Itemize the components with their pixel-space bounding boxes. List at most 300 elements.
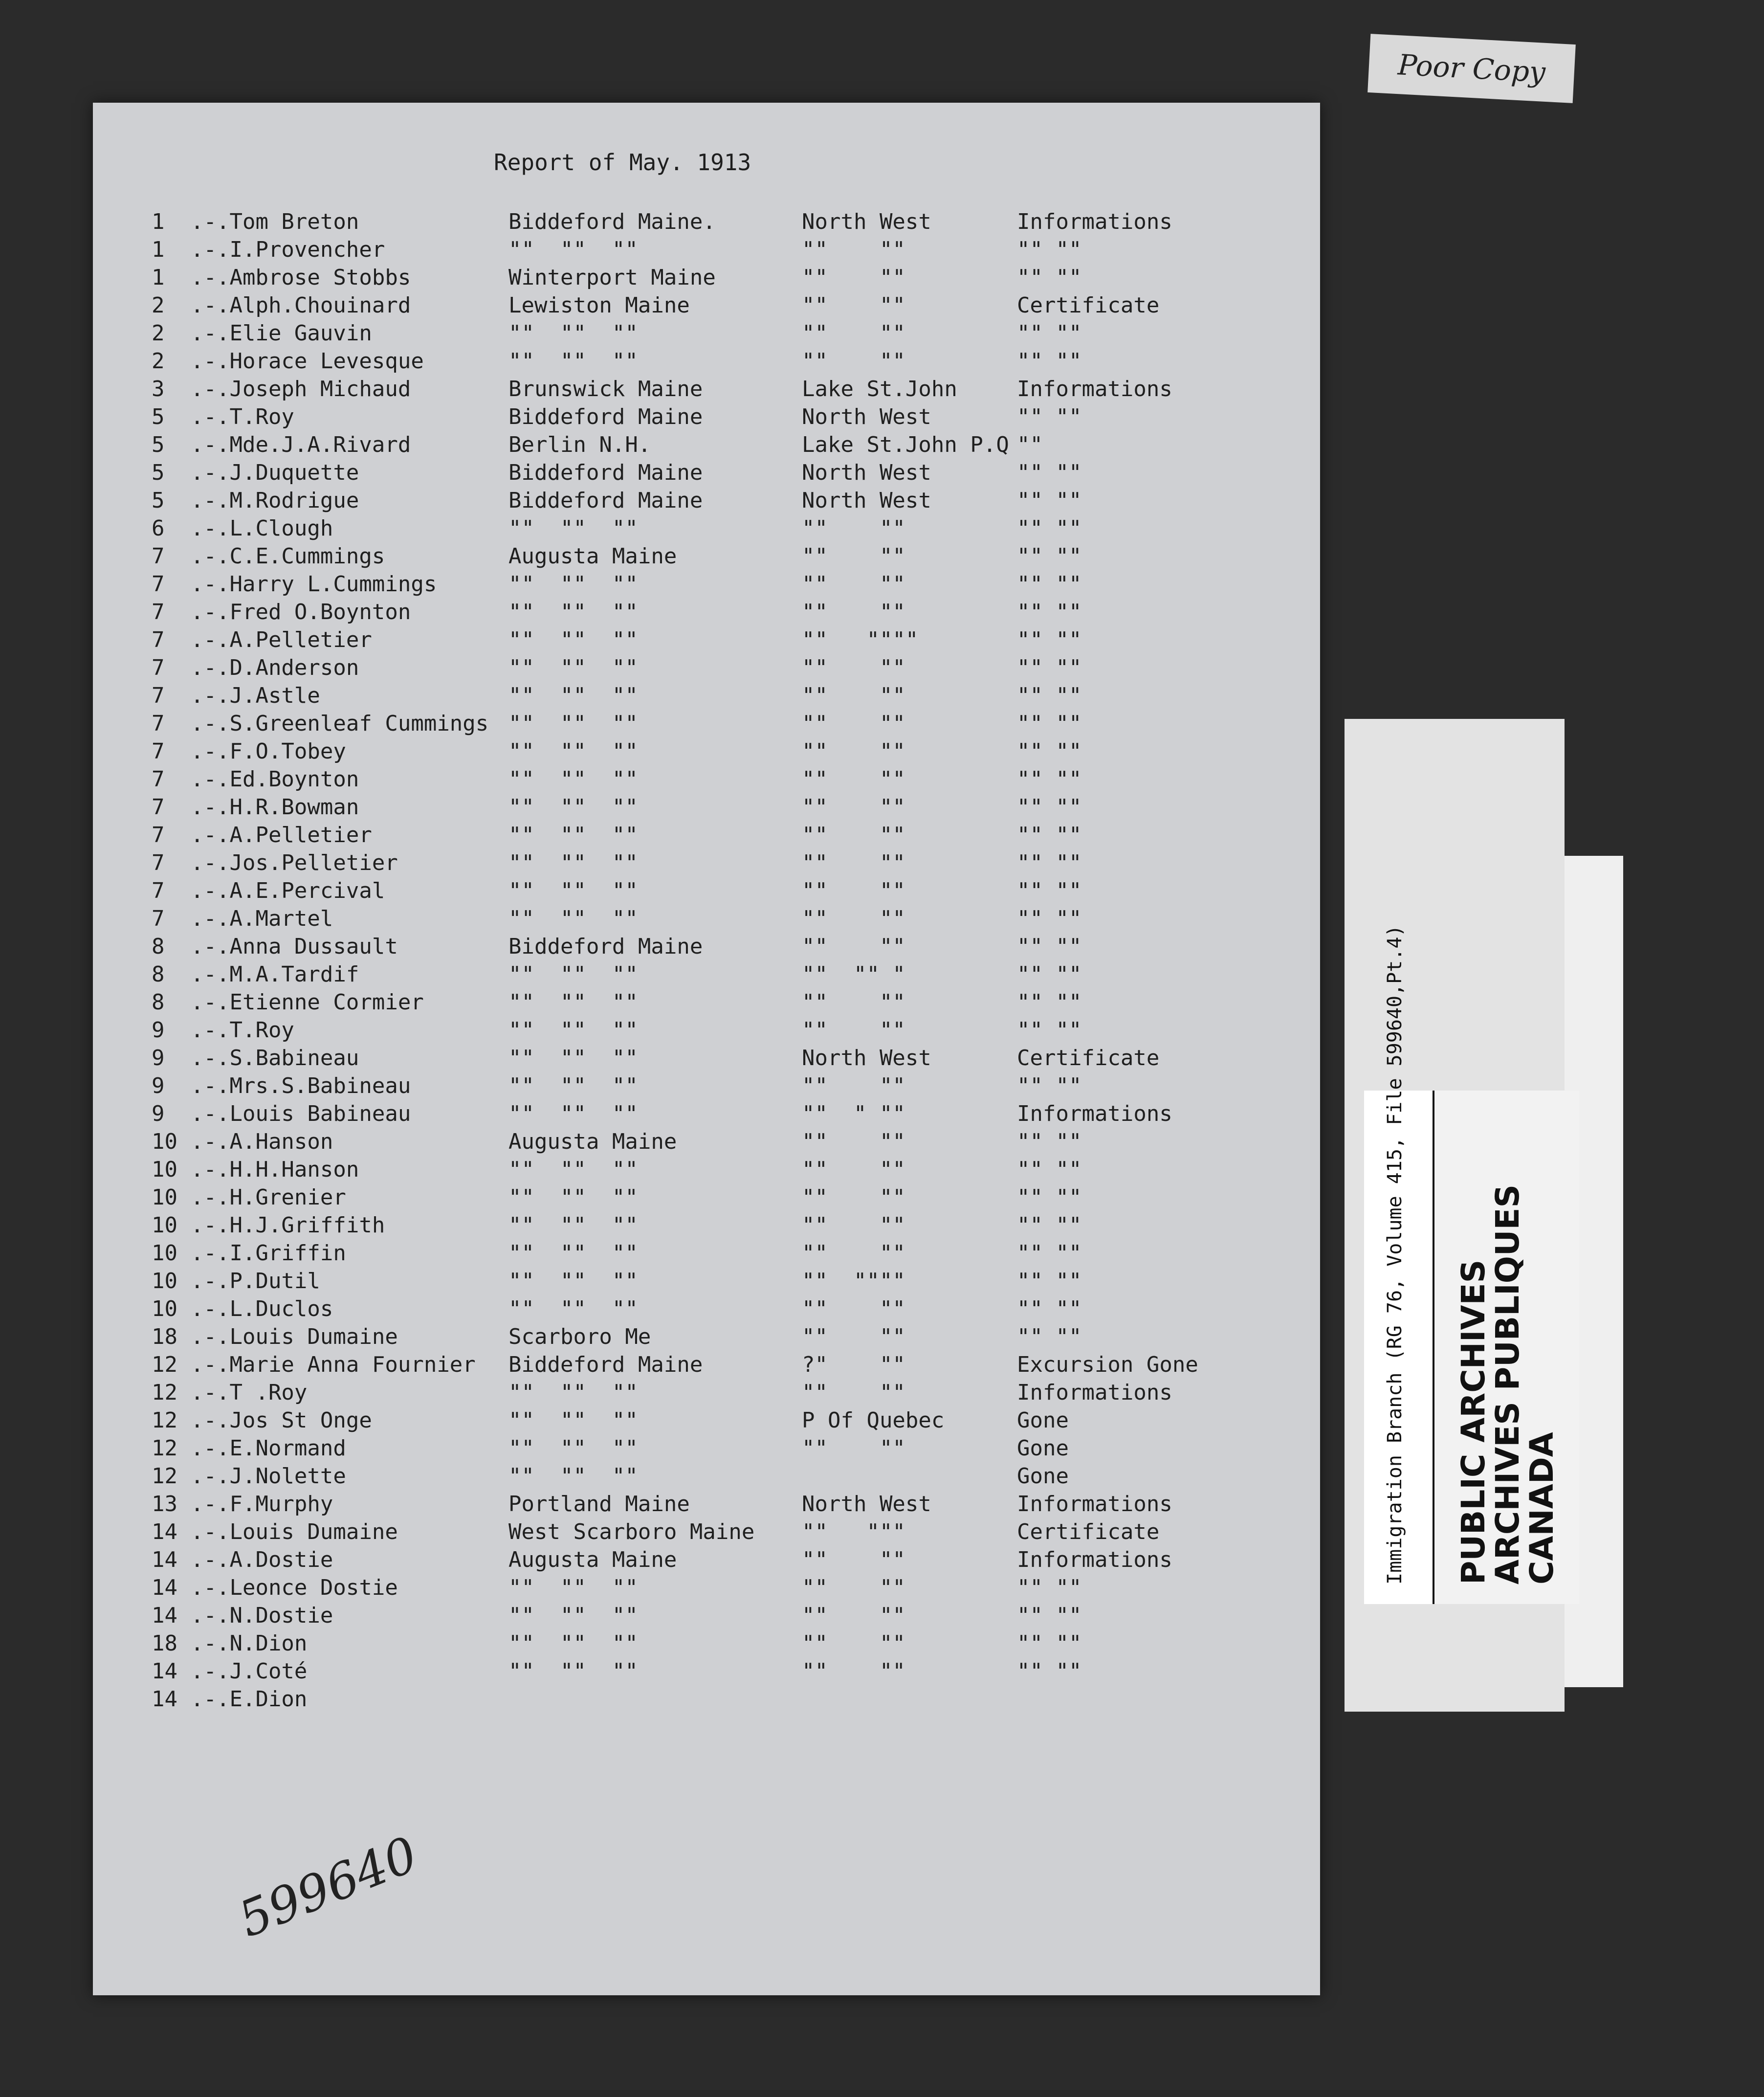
row-name: .-.Horace Levesque	[191, 349, 424, 374]
row-day: 5	[152, 432, 165, 457]
row-name: .-.Elie Gauvin	[191, 321, 372, 346]
row-day: 7	[152, 683, 165, 708]
row-response: Informations	[1017, 1101, 1172, 1126]
row-town: "" "" ""	[508, 655, 638, 680]
row-town: Lewiston Maine	[508, 293, 690, 318]
row-day: 7	[152, 600, 165, 625]
row-day: 9	[152, 1018, 165, 1043]
table-row	[93, 1211, 1320, 1240]
row-response: "" ""	[1017, 627, 1082, 652]
row-region: "" ""	[802, 1185, 905, 1210]
row-town: Winterport Maine	[508, 265, 716, 290]
row-region: "" """"	[802, 1269, 905, 1294]
row-region: "" ""	[802, 1296, 905, 1321]
table-row	[93, 1100, 1320, 1128]
row-region: "" ""	[802, 1659, 905, 1684]
report-sheet	[93, 103, 1320, 1995]
row-region: "" ""	[802, 655, 905, 680]
row-region: ?" ""	[802, 1352, 905, 1377]
table-row	[93, 1156, 1320, 1184]
row-response: "" ""	[1017, 1018, 1082, 1043]
row-town: "" "" ""	[508, 1603, 638, 1628]
row-response: "" ""	[1017, 237, 1082, 262]
row-town: "" "" ""	[508, 795, 638, 820]
row-region: "" ""	[802, 1241, 905, 1266]
row-day: 18	[152, 1631, 177, 1656]
row-region: "" ""	[802, 265, 905, 290]
table-row	[93, 682, 1320, 710]
row-name: .-.A.E.Percival	[191, 878, 385, 903]
row-day: 1	[152, 265, 165, 290]
table-row	[93, 1044, 1320, 1072]
archive-name-fr: ARCHIVES PUBLIQUES	[1489, 1184, 1526, 1584]
row-name: .-.L.Duclos	[191, 1296, 333, 1321]
row-region: "" ""	[802, 1213, 905, 1238]
row-response: Certificate	[1017, 293, 1160, 318]
table-row	[93, 1434, 1320, 1463]
row-town: "" "" ""	[508, 1073, 638, 1098]
table-row	[93, 319, 1320, 348]
table-row	[93, 1490, 1320, 1518]
row-day: 10	[152, 1129, 177, 1154]
table-row	[93, 1183, 1320, 1212]
row-day: 7	[152, 767, 165, 792]
row-day: 7	[152, 878, 165, 903]
row-region: "" ""	[802, 990, 905, 1015]
row-response: "" ""	[1017, 823, 1082, 848]
row-response: "" ""	[1017, 349, 1082, 374]
archive-label	[1364, 925, 1579, 1604]
row-day: 14	[152, 1547, 177, 1572]
table-row	[93, 598, 1320, 626]
row-name: .-.J.Nolette	[191, 1464, 346, 1489]
table-row	[93, 403, 1320, 431]
row-town: "" "" ""	[508, 1046, 638, 1071]
row-day: 13	[152, 1492, 177, 1517]
row-town: "" "" ""	[508, 627, 638, 652]
row-name: .-.N.Dostie	[191, 1603, 333, 1628]
row-town: Scarboro Me	[508, 1324, 651, 1349]
table-row	[93, 821, 1320, 849]
row-region: "" ""	[802, 1603, 905, 1628]
row-name: .-.I.Griffin	[191, 1241, 346, 1266]
row-town: Augusta Maine	[508, 1129, 677, 1154]
row-name: .-.Tom Breton	[191, 209, 359, 234]
row-name: .-.H.J.Griffith	[191, 1213, 385, 1238]
row-town: "" "" ""	[508, 1241, 638, 1266]
row-name: .-.Ambrose Stobbs	[191, 265, 411, 290]
row-region: "" ""	[802, 237, 905, 262]
row-response: "" ""	[1017, 1296, 1082, 1321]
row-region: Lake St.John P.Q	[802, 432, 1009, 457]
row-name: .-.Joseph Michaud	[191, 377, 411, 402]
row-response: "" ""	[1017, 600, 1082, 625]
row-name: .-.Louis Babineau	[191, 1101, 411, 1126]
row-region: North West	[802, 460, 931, 485]
row-town: "" "" ""	[508, 823, 638, 848]
table-row	[93, 765, 1320, 794]
row-region: "" ""	[802, 1547, 905, 1572]
table-row	[93, 375, 1320, 403]
row-region: "" ""	[802, 878, 905, 903]
row-response: "" ""	[1017, 488, 1082, 513]
row-name: .-.C.E.Cummings	[191, 544, 385, 569]
row-name: .-.Jos.Pelletier	[191, 850, 398, 875]
row-day: 12	[152, 1436, 177, 1461]
row-day: 10	[152, 1296, 177, 1321]
row-response: "" ""	[1017, 1324, 1082, 1349]
table-row	[93, 1406, 1320, 1435]
row-region: North West	[802, 488, 931, 513]
row-day: 14	[152, 1575, 177, 1600]
row-response: "" ""	[1017, 516, 1082, 541]
row-name: .-.Alph.Chouinard	[191, 293, 411, 318]
row-region: North West	[802, 404, 931, 429]
table-row	[93, 1128, 1320, 1156]
table-row	[93, 654, 1320, 682]
row-day: 7	[152, 906, 165, 931]
row-day: 9	[152, 1073, 165, 1098]
table-row	[93, 737, 1320, 766]
row-day: 2	[152, 293, 165, 318]
row-name: .-.H.R.Bowman	[191, 795, 359, 820]
row-name: .-.Fred O.Boynton	[191, 600, 411, 625]
table-row	[93, 1629, 1320, 1658]
row-region: "" ""	[802, 600, 905, 625]
row-region: "" ""	[802, 683, 905, 708]
row-response: "" ""	[1017, 1631, 1082, 1656]
table-row	[93, 988, 1320, 1017]
row-day: 7	[152, 795, 165, 820]
row-name: .-.S.Greenleaf Cummings	[191, 711, 489, 736]
row-response: "" ""	[1017, 1129, 1082, 1154]
table-row	[93, 542, 1320, 571]
row-response: "" ""	[1017, 321, 1082, 346]
row-response: Excursion Gone	[1017, 1352, 1198, 1377]
row-town: "" "" ""	[508, 1631, 638, 1656]
row-response: "" ""	[1017, 1073, 1082, 1098]
row-response: Informations	[1017, 209, 1172, 234]
table-row	[93, 1657, 1320, 1686]
row-region: "" ""	[802, 321, 905, 346]
row-region: "" " ""	[802, 1101, 905, 1126]
row-response: "" ""	[1017, 739, 1082, 764]
row-region: "" ""	[802, 711, 905, 736]
row-day: 5	[152, 488, 165, 513]
row-region: "" "" "	[802, 962, 905, 987]
row-response: "" ""	[1017, 1185, 1082, 1210]
row-day: 5	[152, 460, 165, 485]
row-name: .-.J.Duquette	[191, 460, 359, 485]
table-row	[93, 570, 1320, 599]
row-name: .-.M.Rodrigue	[191, 488, 359, 513]
row-name: .-.S.Babineau	[191, 1046, 359, 1071]
row-town: "" "" ""	[508, 1185, 638, 1210]
row-town: "" "" ""	[508, 237, 638, 262]
table-row	[93, 291, 1320, 320]
archive-label-strip	[1364, 925, 1434, 1604]
row-day: 10	[152, 1241, 177, 1266]
row-response: Gone	[1017, 1436, 1069, 1461]
row-region: North West	[802, 1492, 931, 1517]
table-row	[93, 1016, 1320, 1045]
table-row	[93, 933, 1320, 961]
table-row	[93, 459, 1320, 487]
row-day: 14	[152, 1659, 177, 1684]
row-name: .-.N.Dion	[191, 1631, 308, 1656]
row-region: "" ""	[802, 850, 905, 875]
row-response: "" ""	[1017, 1659, 1082, 1684]
row-day: 2	[152, 321, 165, 346]
table-row	[93, 1462, 1320, 1491]
row-response: "" ""	[1017, 460, 1082, 485]
row-region: "" ""	[802, 516, 905, 541]
row-response: ""	[1017, 432, 1043, 457]
table-row	[93, 1072, 1320, 1100]
row-region: "" ""	[802, 572, 905, 597]
row-town: Brunswick Maine	[508, 377, 703, 402]
row-name: .-.A.Martel	[191, 906, 333, 931]
row-region: "" ""	[802, 795, 905, 820]
row-day: 8	[152, 962, 165, 987]
row-day: 7	[152, 544, 165, 569]
row-name: .-.T.Roy	[191, 404, 294, 429]
row-town: Biddeford Maine	[508, 404, 703, 429]
row-town: "" "" ""	[508, 1436, 638, 1461]
row-name: .-.F.O.Tobey	[191, 739, 346, 764]
report-title: Report of May. 1913	[494, 149, 751, 176]
row-response: "" ""	[1017, 1575, 1082, 1600]
row-name: .-.Louis Dumaine	[191, 1519, 398, 1544]
table-row	[93, 1323, 1320, 1351]
row-name: .-.A.Pelletier	[191, 823, 372, 848]
table-row	[93, 710, 1320, 738]
row-day: 10	[152, 1213, 177, 1238]
row-response: "" ""	[1017, 962, 1082, 987]
table-row	[93, 1379, 1320, 1407]
row-town: "" "" ""	[508, 878, 638, 903]
row-town: "" "" ""	[508, 1269, 638, 1294]
row-region: "" ""	[802, 1157, 905, 1182]
row-town: Biddeford Maine	[508, 460, 703, 485]
row-town: "" "" ""	[508, 1296, 638, 1321]
row-response: "" ""	[1017, 572, 1082, 597]
row-day: 7	[152, 655, 165, 680]
row-name: .-.T.Roy	[191, 1018, 294, 1043]
row-region: "" ""	[802, 1631, 905, 1656]
row-town: Biddeford Maine	[508, 488, 703, 513]
table-row	[93, 877, 1320, 905]
row-day: 9	[152, 1046, 165, 1071]
row-town: "" "" ""	[508, 572, 638, 597]
row-name: .-.J.Astle	[191, 683, 320, 708]
row-name: .-.Leonce Dostie	[191, 1575, 398, 1600]
row-town: Augusta Maine	[508, 544, 677, 569]
row-town: "" "" ""	[508, 850, 638, 875]
row-region: "" ""	[802, 739, 905, 764]
row-town: "" "" ""	[508, 990, 638, 1015]
row-name: .-.P.Dutil	[191, 1269, 320, 1294]
row-region: "" ""	[802, 1018, 905, 1043]
row-name: .-.Harry L.Cummings	[191, 572, 437, 597]
row-town: Augusta Maine	[508, 1547, 677, 1572]
row-region: North West	[802, 209, 931, 234]
row-response: "" ""	[1017, 683, 1082, 708]
row-name: .-.A.Hanson	[191, 1129, 333, 1154]
row-region: "" ""	[802, 1129, 905, 1154]
archive-reference: Immigration Branch (RG 76, Volume 415, File 599640,Pt.4)	[1384, 925, 1406, 1584]
row-name: .-.M.A.Tardif	[191, 962, 359, 987]
row-day: 12	[152, 1380, 177, 1405]
row-region: "" ""	[802, 1324, 905, 1349]
row-town: "" "" ""	[508, 321, 638, 346]
row-name: .-.F.Murphy	[191, 1492, 333, 1517]
row-town: "" "" ""	[508, 1213, 638, 1238]
table-row	[93, 236, 1320, 264]
row-name: .-.H.H.Hanson	[191, 1157, 359, 1182]
row-day: 14	[152, 1519, 177, 1544]
row-region: "" ""	[802, 1380, 905, 1405]
table-row	[93, 487, 1320, 515]
poor-copy-stamp: Poor Copy	[1367, 34, 1576, 103]
archive-name-en: PUBLIC ARCHIVES	[1455, 1259, 1492, 1584]
table-row	[93, 1574, 1320, 1602]
row-day: 8	[152, 990, 165, 1015]
row-day: 10	[152, 1157, 177, 1182]
table-row	[93, 264, 1320, 292]
row-region: "" ""	[802, 293, 905, 318]
table-row	[93, 1295, 1320, 1323]
row-region: "" ""	[802, 349, 905, 374]
row-region: "" """"	[802, 627, 919, 652]
row-response: Informations	[1017, 1492, 1172, 1517]
table-row	[93, 1602, 1320, 1630]
row-response: "" ""	[1017, 767, 1082, 792]
row-town: "" "" ""	[508, 1101, 638, 1126]
row-day: 12	[152, 1352, 177, 1377]
row-town: "" "" ""	[508, 349, 638, 374]
row-name: .-.I.Provencher	[191, 237, 385, 262]
row-response: "" ""	[1017, 1157, 1082, 1182]
row-response: "" ""	[1017, 655, 1082, 680]
row-town: "" "" ""	[508, 1575, 638, 1600]
row-response: Gone	[1017, 1464, 1069, 1489]
row-day: 7	[152, 850, 165, 875]
row-town: "" "" ""	[508, 906, 638, 931]
row-name: .-.Anna Dussault	[191, 934, 398, 959]
row-day: 2	[152, 349, 165, 374]
row-response: "" ""	[1017, 1241, 1082, 1266]
row-day: 1	[152, 209, 165, 234]
row-day: 12	[152, 1408, 177, 1433]
row-name: .-.L.Clough	[191, 516, 333, 541]
row-town: "" "" ""	[508, 600, 638, 625]
row-town: Berlin N.H.	[508, 432, 651, 457]
row-response: Certificate	[1017, 1046, 1160, 1071]
row-response: "" ""	[1017, 1269, 1082, 1294]
row-response: "" ""	[1017, 544, 1082, 569]
table-row	[93, 1239, 1320, 1268]
table-row	[93, 514, 1320, 543]
row-town: "" "" ""	[508, 1408, 638, 1433]
row-town: "" "" ""	[508, 711, 638, 736]
row-region: "" """	[802, 1519, 905, 1544]
row-day: 1	[152, 237, 165, 262]
row-day: 7	[152, 739, 165, 764]
table-row	[93, 1518, 1320, 1546]
row-day: 7	[152, 627, 165, 652]
row-response: "" ""	[1017, 850, 1082, 875]
row-response: "" ""	[1017, 934, 1082, 959]
row-region: "" ""	[802, 544, 905, 569]
row-town: "" "" ""	[508, 1464, 638, 1489]
row-region: "" ""	[802, 906, 905, 931]
row-day: 6	[152, 516, 165, 541]
row-region: "" ""	[802, 823, 905, 848]
row-response: "" ""	[1017, 1603, 1082, 1628]
row-day: 18	[152, 1324, 177, 1349]
row-response: Informations	[1017, 1547, 1172, 1572]
row-name: .-.A.Pelletier	[191, 627, 372, 652]
row-response: "" ""	[1017, 711, 1082, 736]
row-response: "" ""	[1017, 795, 1082, 820]
row-region: "" ""	[802, 934, 905, 959]
row-name: .-.Mrs.S.Babineau	[191, 1073, 411, 1098]
row-town: "" "" ""	[508, 739, 638, 764]
row-day: 10	[152, 1269, 177, 1294]
row-region: Lake St.John	[802, 377, 957, 402]
table-row	[93, 1685, 1320, 1714]
table-row	[93, 1546, 1320, 1574]
row-town: "" "" ""	[508, 1380, 638, 1405]
row-region: "" ""	[802, 1575, 905, 1600]
row-response: "" ""	[1017, 990, 1082, 1015]
row-town: Biddeford Maine	[508, 934, 703, 959]
row-response: "" ""	[1017, 906, 1082, 931]
row-town: "" "" ""	[508, 516, 638, 541]
table-row	[93, 626, 1320, 654]
row-name: .-.Louis Dumaine	[191, 1324, 398, 1349]
row-response: Gone	[1017, 1408, 1069, 1433]
row-name: .-.Mde.J.A.Rivard	[191, 432, 411, 457]
handwritten-file-number: 599640	[230, 1825, 425, 1949]
row-region: "" ""	[802, 1436, 905, 1461]
row-town: "" "" ""	[508, 962, 638, 987]
archive-country: CANADA	[1523, 1432, 1561, 1584]
row-name: .-.H.Grenier	[191, 1185, 346, 1210]
row-name: .-.Ed.Boynton	[191, 767, 359, 792]
table-row	[93, 1351, 1320, 1379]
row-name: .-.A.Dostie	[191, 1547, 333, 1572]
row-day: 7	[152, 823, 165, 848]
row-day: 14	[152, 1603, 177, 1628]
table-row	[93, 849, 1320, 877]
row-region: "" ""	[802, 767, 905, 792]
table-row	[93, 793, 1320, 822]
row-response: Informations	[1017, 377, 1172, 402]
row-name: .-.Etienne Cormier	[191, 990, 424, 1015]
row-day: 8	[152, 934, 165, 959]
row-town: Portland Maine	[508, 1492, 690, 1517]
row-day: 5	[152, 404, 165, 429]
row-town: "" "" ""	[508, 1018, 638, 1043]
row-response: "" ""	[1017, 1213, 1082, 1238]
row-town: "" "" ""	[508, 767, 638, 792]
row-response: "" ""	[1017, 878, 1082, 903]
row-town: Biddeford Maine.	[508, 209, 716, 234]
row-town: "" "" ""	[508, 1659, 638, 1684]
table-row	[93, 347, 1320, 376]
